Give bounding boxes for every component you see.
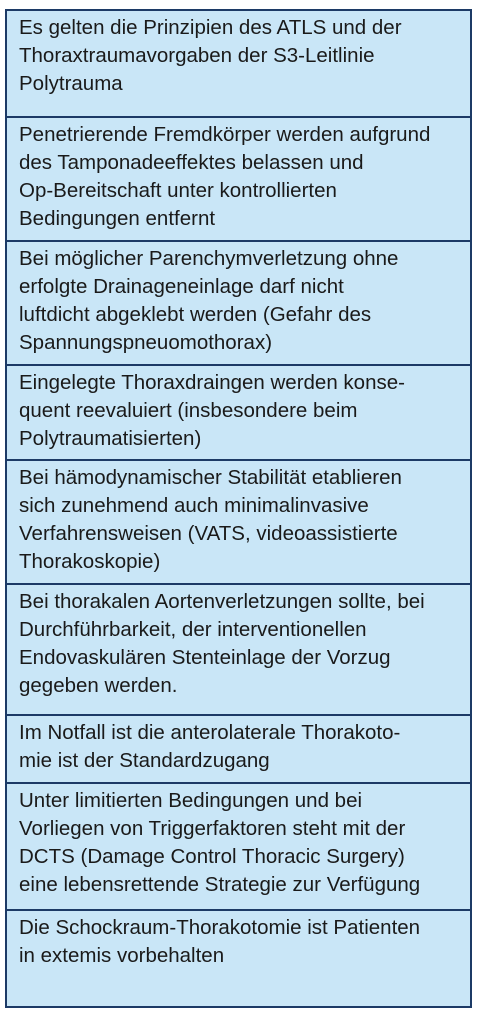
- key-point-3-line-2: erfolgte Drainageneinlage darf nicht: [19, 275, 344, 298]
- key-point-6-line-2: Durchführbarkeit, der interventionellen: [19, 618, 367, 641]
- key-point-6-line-3: Endovaskulären Stenteinlage der Vorzug: [19, 646, 391, 669]
- key-point-2: [7, 116, 470, 240]
- key-point-1-line-2: Thoraxtraumavorgaben der S3-Leitlinie: [19, 44, 375, 67]
- key-point-6-line-1: Bei thorakalen Aortenverletzungen sollte, bei: [19, 590, 425, 613]
- key-point-9-line-2: in extemis vorbehalten: [19, 944, 225, 967]
- key-point-3-line-1: Bei möglicher Parenchymverletzung ohne: [19, 247, 399, 270]
- key-point-8-line-3: DCTS (Damage Control Thoracic Surgery): [19, 845, 405, 868]
- key-point-7-line-2: mie ist der Standardzugang: [19, 749, 270, 772]
- key-point-2-line-3: Op-Bereitschaft unter kontrollierten: [19, 179, 337, 202]
- key-point-8-line-1: Unter limitierten Bedingungen und bei: [19, 789, 363, 812]
- key-point-6: [7, 583, 470, 714]
- key-point-8: [7, 782, 470, 909]
- key-point-8-line-2: Vorliegen von Triggerfaktoren steht mit der: [19, 817, 406, 840]
- key-point-5-line-3: Verfahrensweisen (VATS, videoassistierte: [19, 522, 398, 545]
- key-point-4-line-3: Polytraumatisierten): [19, 427, 202, 450]
- key-point-3-line-4: Spannungspneuomothorax): [19, 331, 273, 354]
- key-point-1-line-1: Es gelten die Prinzipien des ATLS und der: [19, 16, 402, 39]
- key-point-5-line-2: sich zunehmend auch minimalinvasive: [19, 494, 369, 517]
- key-point-3: [7, 240, 470, 364]
- key-point-7: [7, 714, 470, 782]
- key-point-1-line-3: Polytrauma: [19, 72, 123, 95]
- key-point-1: [7, 11, 470, 116]
- key-point-5: [7, 459, 470, 583]
- key-point-4-line-2: quent reevaluiert (insbesondere beim: [19, 399, 358, 422]
- key-point-9-line-1: Die Schockraum-Thorakotomie ist Patienten: [19, 916, 421, 939]
- key-point-2-line-4: Bedingungen entfernt: [19, 207, 216, 230]
- key-point-2-line-1: Penetrierende Fremdkörper werden aufgrund: [19, 123, 431, 146]
- key-point-6-line-4: gegeben werden.: [19, 674, 178, 697]
- key-point-4: [7, 364, 470, 459]
- key-point-9: [7, 909, 470, 1006]
- key-point-5-line-4: Thorakoskopie): [19, 550, 161, 573]
- key-point-2-line-2: des Tamponadeeffektes belassen und: [19, 151, 364, 174]
- key-point-5-line-1: Bei hämodynamischer Stabilität etablieren: [19, 466, 402, 489]
- key-point-7-line-1: Im Notfall ist die anterolaterale Thorakoto-: [19, 721, 401, 744]
- key-point-8-line-4: eine lebensrettende Strategie zur Verfügung: [19, 873, 421, 896]
- key-point-4-line-1: Eingelegte Thoraxdraingen werden konse-: [19, 371, 405, 394]
- key-point-3-line-3: luftdicht abgeklebt werden (Gefahr des: [19, 303, 372, 326]
- key-points-box: [5, 9, 472, 1008]
